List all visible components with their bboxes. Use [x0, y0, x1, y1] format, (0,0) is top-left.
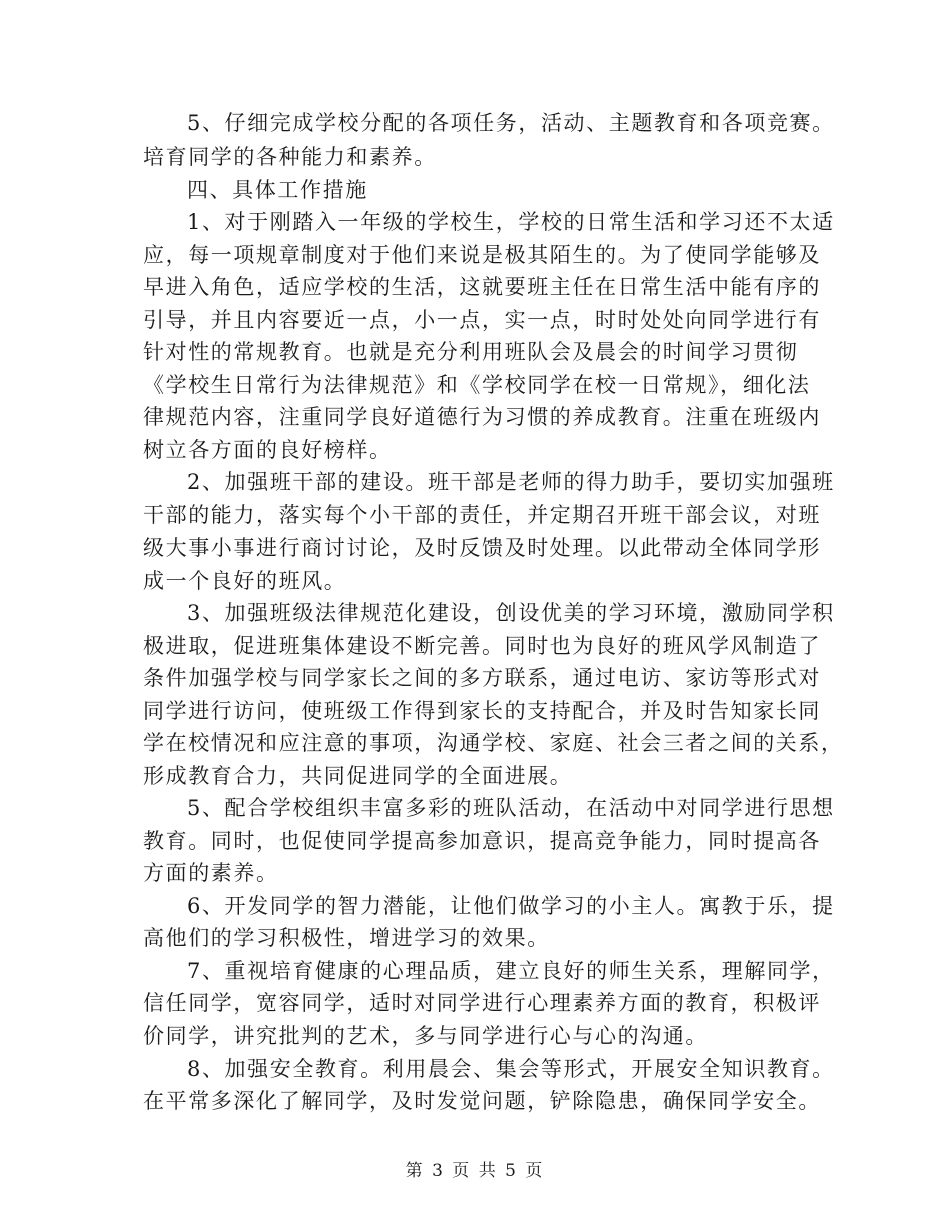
paragraph-line: 极进取，促进班集体建设不断完善。同时也为良好的班风学风制造了: [143, 634, 821, 658]
paragraph-line: 律规范内容，注重同学良好道德行为习惯的养成教育。注重在班级内: [143, 405, 821, 429]
paragraph-line: 干部的能力，落实每个小干部的责任，并定期召开班干部会议，对班: [143, 503, 821, 527]
paragraph-line: 成一个良好的班风。: [143, 569, 347, 593]
paragraph-line: 学在校情况和应注意的事项，沟通学校、家庭、社会三者之间的关系，: [143, 731, 844, 755]
paragraph-line: 早进入角色，适应学校的生活，这就要班主任在日常生活中能有序的: [143, 275, 821, 299]
paragraph-line: 在平常多深化了解同学，及时发觉问题，铲除隐患，确保同学安全。: [143, 1089, 821, 1113]
paragraph-line: 应，每一项规章制度对于他们来说是极其陌生的。为了使同学能够及: [143, 243, 821, 267]
paragraph-line: 5、仔细完成学校分配的各项任务，活动、主题教育和各项竞赛。: [187, 111, 835, 135]
paragraph-line: 引导，并且内容要近一点，小一点，实一点，时时处处向同学进行有: [143, 308, 821, 332]
paragraph-line: 信任同学，宽容同学，适时对同学进行心理素养方面的教育，积极评: [143, 991, 821, 1015]
paragraph-line: 教育。同时，也促使同学提高参加意识，提高竞争能力，同时提高各: [143, 829, 821, 853]
paragraph-line: 针对性的常规教育。也就是充分利用班队会及晨会的时间学习贯彻: [143, 340, 799, 364]
paragraph-line: 6、开发同学的智力潜能，让他们做学习的小主人。寓教于乐，提: [187, 894, 835, 918]
paragraph-line: 条件加强学校与同学家长之间的多方联系，通过电访、家访等形式对: [143, 666, 821, 690]
paragraph-line: 8、加强安全教育。利用晨会、集会等形式，开展安全知识教育。: [187, 1057, 835, 1081]
page-number-footer: 第 3 页 共 5 页: [405, 1161, 545, 1181]
paragraph-line: 7、重视培育健康的心理品质，建立良好的师生关系，理解同学，: [187, 959, 835, 983]
section-heading: 四、具体工作措施: [187, 178, 368, 202]
paragraph-line: 高他们的学习积极性，增进学习的效果。: [143, 926, 550, 950]
paragraph-line: 3、加强班级法律规范化建设，创设优美的学习环境，激励同学积: [187, 601, 835, 625]
paragraph-line: 同学进行访问，使班级工作得到家长的支持配合，并及时告知家长同: [143, 699, 821, 723]
paragraph-line: 1、对于刚踏入一年级的学校生，学校的日常生活和学习还不太适: [187, 210, 835, 234]
paragraph-line: 《学校生日常行为法律规范》和《学校同学在校一日常规》，细化法: [143, 373, 811, 397]
paragraph-line: 2、加强班干部的建设。班干部是老师的得力助手，要切实加强班: [187, 470, 835, 494]
paragraph-line: 树立各方面的良好榜样。: [143, 438, 392, 462]
paragraph-line: 培育同学的各种能力和素养。: [143, 145, 437, 169]
paragraph-line: 形成教育合力，共同促进同学的全面进展。: [143, 764, 573, 788]
paragraph-line: 级大事小事进行商讨讨论，及时反馈及时处理。以此带动全体同学形: [143, 536, 821, 560]
paragraph-line: 方面的素养。: [143, 861, 279, 885]
paragraph-line: 价同学，讲究批判的艺术，多与同学进行心与心的沟通。: [143, 1024, 708, 1048]
paragraph-line: 5、配合学校组织丰富多彩的班队活动，在活动中对同学进行思想: [187, 796, 835, 820]
